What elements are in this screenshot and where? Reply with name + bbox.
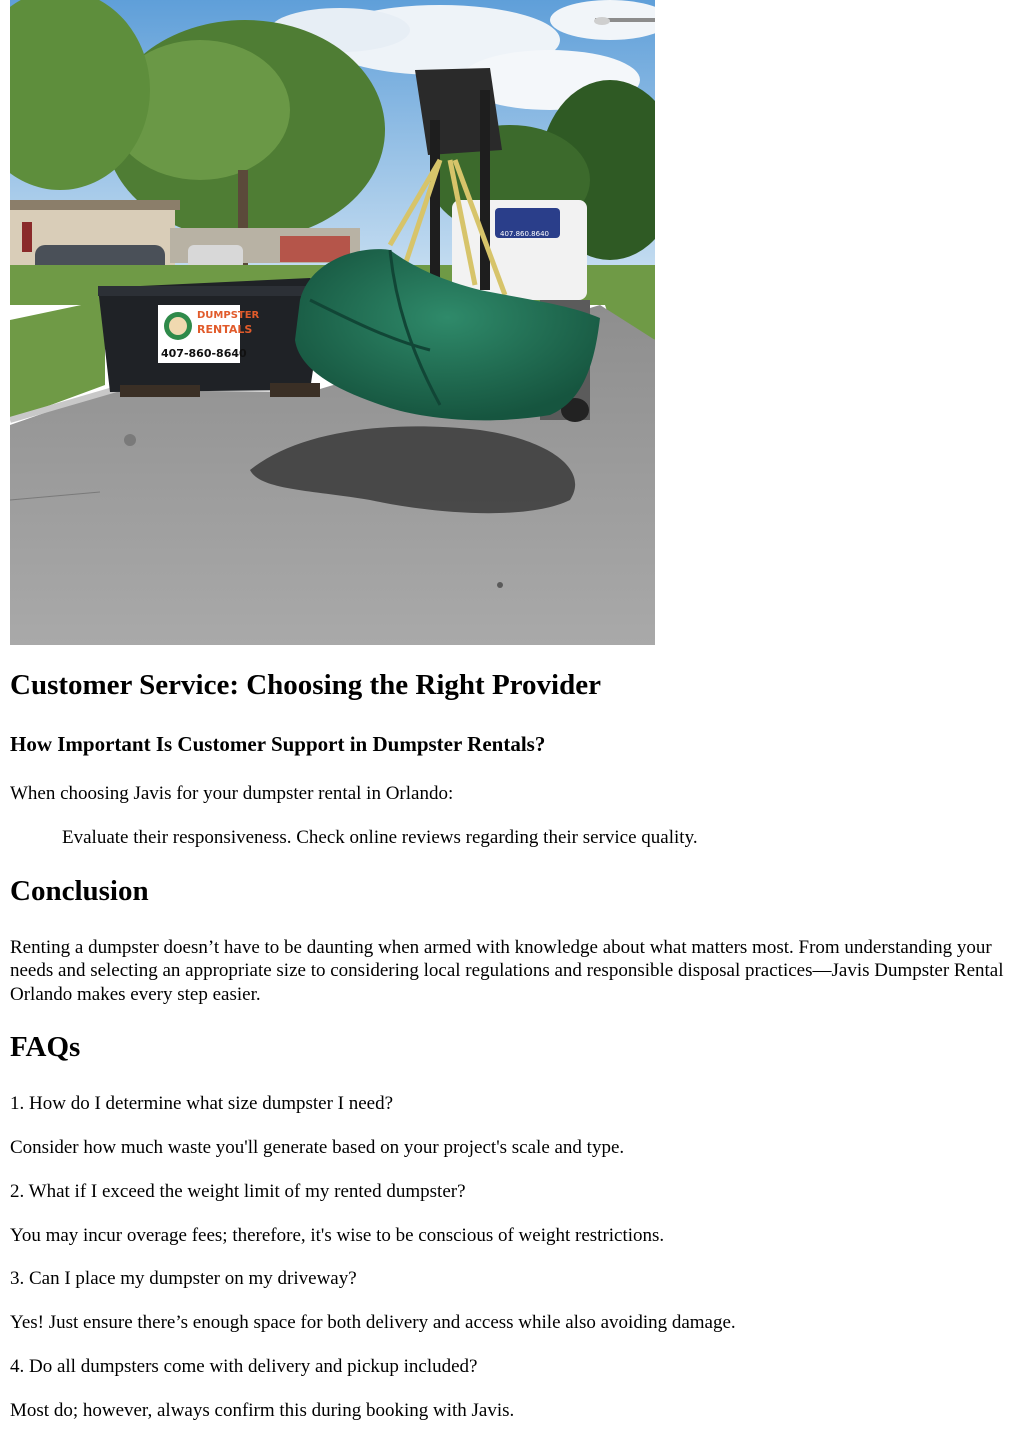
svg-text:407-860-8640: 407-860-8640 [161, 347, 247, 360]
svg-text:DUMPSTER: DUMPSTER [197, 310, 260, 321]
faq-question: 2. What if I exceed the weight limit of my rented dumpster? [10, 1181, 466, 1202]
svg-text:RENTALS: RENTALS [197, 323, 253, 336]
svg-text:407.860.8640: 407.860.8640 [500, 230, 549, 238]
article-photo [10, 0, 655, 645]
faq-question: 4. Do all dumpsters come with delivery and pickup included? [10, 1356, 478, 1377]
faq-answer: Yes! Just ensure there’s enough space for both delivery and access while also avoiding damage. [10, 1312, 736, 1333]
faqs-heading: FAQs [10, 1031, 81, 1063]
dumpster-photo-illustration [10, 0, 655, 645]
conclusion-heading: Conclusion [10, 875, 149, 907]
section-subtitle: How Important Is Customer Support in Dumpster Rentals? [10, 732, 546, 756]
conclusion-paragraph: Renting a dumpster doesn’t have to be daunting when armed with knowledge about what matters most. From understanding your needs and selecting an appropriate size to considering local regulations and responsible disposal practices—Javis Dumpster Rental Orlando makes every step easier. [10, 937, 1004, 1005]
intro-paragraph: When choosing Javis for your dumpster rental in Orlando: [10, 783, 454, 804]
company-sign [158, 305, 260, 363]
faq-answer: You may incur overage fees; therefore, it's wise to be conscious of weight restrictions. [10, 1225, 665, 1246]
faq-question: 3. Can I place my dumpster on my driveway? [10, 1268, 357, 1289]
faq-answer: Consider how much waste you'll generate based on your project's scale and type. [10, 1137, 625, 1158]
list-item: Evaluate their responsiveness. Check online reviews regarding their service quality. [62, 827, 698, 848]
faq-question: 1. How do I determine what size dumpster I need? [10, 1093, 394, 1114]
faq-answer: Most do; however, always confirm this during booking with Javis. [10, 1400, 515, 1421]
section-title: Customer Service: Choosing the Right Provider [10, 669, 601, 701]
